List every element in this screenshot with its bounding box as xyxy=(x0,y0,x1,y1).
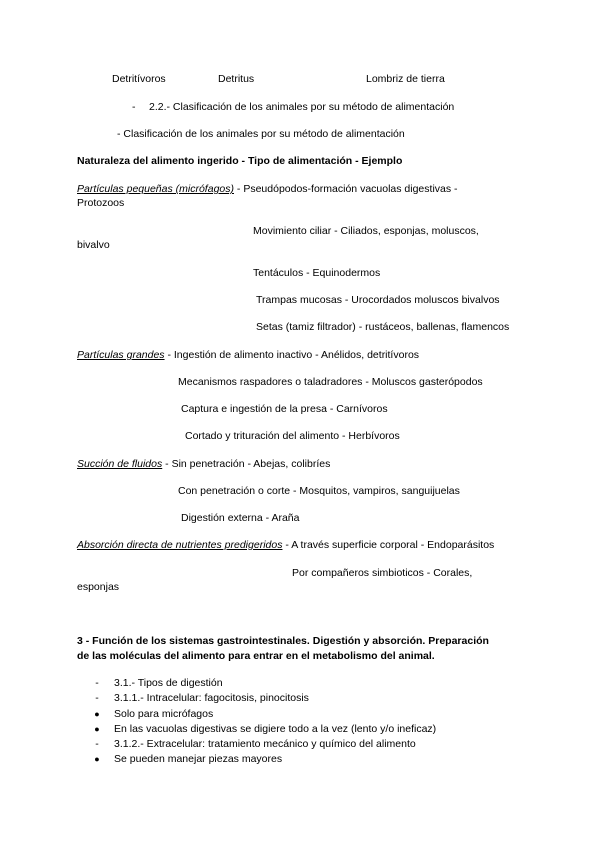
captura-line: Captura e ingestión de la presa - Carnívoros xyxy=(181,403,388,415)
list-marker: - xyxy=(95,692,99,704)
heading-2-2: 2.2.- Clasificación de los animales por su método de alimentación xyxy=(149,101,455,113)
list-item: Se pueden manejar piezas mayores xyxy=(114,753,283,765)
list-marker: - xyxy=(95,738,99,750)
tentaculos-line: Tentáculos - Equinodermos xyxy=(253,267,381,279)
heading-dash-marker: - xyxy=(132,101,136,113)
list-item: 3.1.1.- Intracelular: fagocitosis, pinocitosis xyxy=(114,692,309,704)
list-marker: ● xyxy=(94,754,100,764)
trampas-line: Trampas mucosas - Urocordados moluscos bivalvos xyxy=(256,294,500,306)
row1-col3: Lombriz de tierra xyxy=(366,73,445,85)
fluids-line xyxy=(77,458,330,471)
companeros-wrap: esponjas xyxy=(77,581,120,593)
list-marker: ● xyxy=(94,724,100,734)
list-marker: - xyxy=(95,677,99,689)
section-3-title-line2: de las moléculas del alimento para entrar en el metabolismo del animal. xyxy=(77,650,435,662)
digestion-externa-line: Digestión externa - Araña xyxy=(181,512,300,524)
small-particles-rest: - Pseudópodos-formación vacuolas digestivas - xyxy=(234,183,458,195)
list-item: 3.1.- Tipos de digestión xyxy=(114,677,223,689)
small-particles-category: Partículas pequeñas (micrófagos) xyxy=(77,183,234,195)
heading-2-2-plain: - Clasificación de los animales por su método de alimentación xyxy=(117,128,405,140)
ciliar-wrap: bivalvo xyxy=(77,239,110,251)
list-item: 3.1.2.- Extracelular: tratamiento mecánico y químico del alimento xyxy=(114,738,416,750)
absorption-category: Absorción directa de nutrientes predigeridos xyxy=(77,539,283,551)
small-particles-wrap: Protozoos xyxy=(77,197,125,209)
fluids-rest: - Sin penetración - Abejas, colibríes xyxy=(162,458,331,470)
small-particles-line xyxy=(77,183,458,196)
table-header: Naturaleza del alimento ingerido - Tipo de alimentación - Ejemplo xyxy=(77,155,403,167)
setas-line: Setas (tamiz filtrador) - rustáceos, ballenas, flamencos xyxy=(256,321,510,333)
ciliar-line: Movimiento ciliar - Ciliados, esponjas, moluscos, xyxy=(253,225,479,237)
companeros-line: Por compañeros simbioticos - Corales, xyxy=(292,567,473,579)
list-item: Solo para micrófagos xyxy=(114,708,214,720)
large-particles-category: Partículas grandes xyxy=(77,349,165,361)
large-particles-rest: - Ingestión de alimento inactivo - Anélidos, detritívoros xyxy=(164,349,420,361)
absorption-line xyxy=(77,539,494,552)
raspadores-line: Mecanismos raspadores o taladradores - Moluscos gasterópodos xyxy=(178,376,483,388)
list-item: En las vacuolas digestivas se digiere todo a la vez (lento y/o ineficaz) xyxy=(114,723,437,735)
list-marker: ● xyxy=(94,709,100,719)
row1-col1: Detritívoros xyxy=(112,73,166,85)
cortado-line: Cortado y trituración del alimento - Herbívoros xyxy=(185,430,400,442)
con-penetracion-line: Con penetración o corte - Mosquitos, vampiros, sanguijuelas xyxy=(178,485,460,497)
large-particles-line xyxy=(77,349,419,362)
absorption-rest: - A través superficie corporal - Endoparásitos xyxy=(282,539,495,551)
section-3-title-line1: 3 - Función de los sistemas gastrointestinales. Digestión y absorción. Preparación xyxy=(77,635,489,647)
fluids-category: Succión de fluidos xyxy=(77,458,163,470)
row1-col2: Detritus xyxy=(218,73,255,85)
